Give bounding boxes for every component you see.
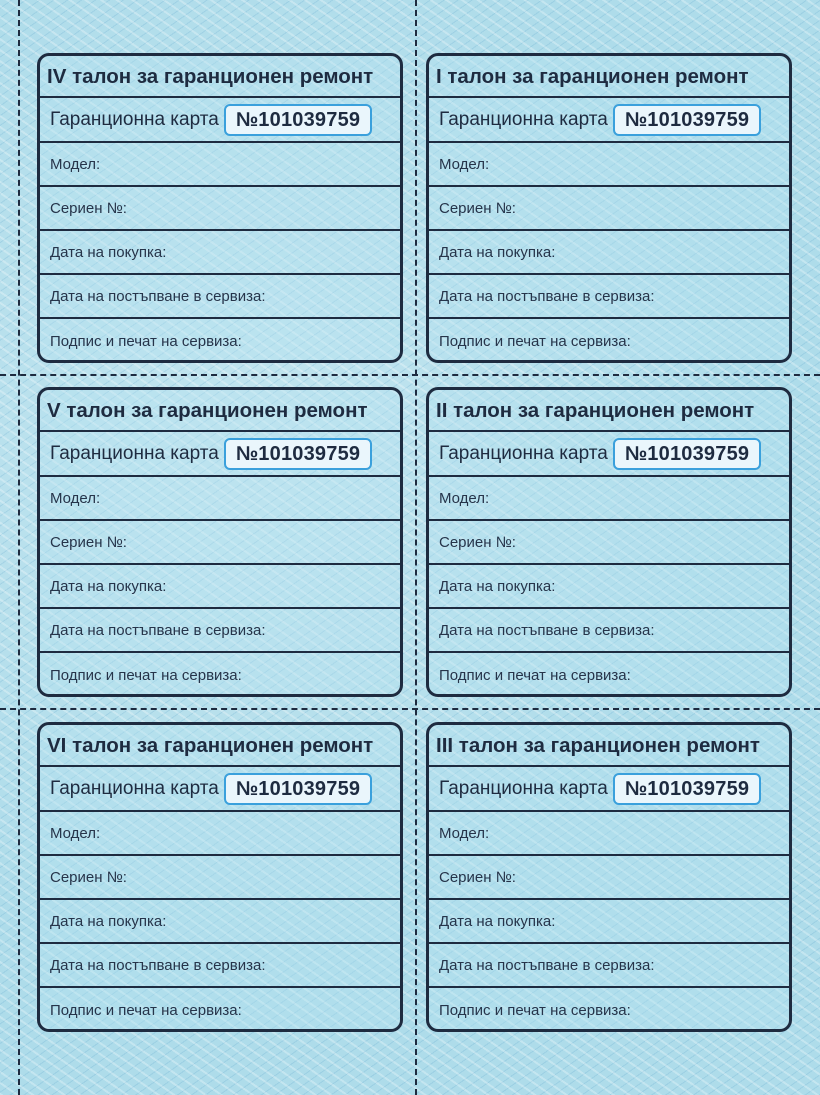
cut-line-horizontal-1 (0, 374, 820, 376)
warranty-card-label: Гаранционна карта (439, 442, 608, 464)
warranty-card-label: Гаранционна карта (50, 442, 219, 464)
serial-number-badge: №101039759 (613, 773, 761, 805)
warranty-card-row (40, 432, 400, 477)
warranty-card-label: Гаранционна карта (50, 108, 219, 130)
field-serial: Сериен №: (40, 521, 400, 565)
field-model: Модел: (429, 143, 789, 187)
field-purchase-date: Дата на покупка: (40, 565, 400, 609)
field-serial: Сериен №: (40, 187, 400, 231)
coupon-title: III талон за гаранционен ремонт (429, 725, 789, 767)
serial-number-badge: №101039759 (224, 773, 372, 805)
warranty-card-row (429, 98, 789, 143)
field-service-date: Дата на постъпване в сервиза: (429, 609, 789, 653)
field-signature-stamp: Подпис и печат на сервиза: (439, 666, 631, 684)
field-service-date: Дата на постъпване в сервиза: (40, 609, 400, 653)
field-signature-stamp: Подпис и печат на сервиза: (50, 1001, 242, 1019)
field-serial: Сериен №: (429, 856, 789, 900)
field-model: Модел: (429, 812, 789, 856)
warranty-coupon-iv (37, 53, 403, 363)
coupon-title: IV талон за гаранционен ремонт (40, 56, 400, 98)
cut-line-left (18, 0, 20, 1095)
field-service-date: Дата на постъпване в сервиза: (429, 275, 789, 319)
warranty-coupon-ii (426, 387, 792, 697)
coupon-title: V талон за гаранционен ремонт (40, 390, 400, 432)
field-model: Модел: (40, 812, 400, 856)
field-serial: Сериен №: (40, 856, 400, 900)
warranty-card-label: Гаранционна карта (439, 777, 608, 799)
warranty-card-label: Гаранционна карта (439, 108, 608, 130)
field-purchase-date: Дата на покупка: (429, 231, 789, 275)
field-purchase-date: Дата на покупка: (40, 231, 400, 275)
warranty-coupon-v (37, 387, 403, 697)
serial-number-badge: №101039759 (613, 438, 761, 470)
field-service-date: Дата на постъпване в сервиза: (40, 275, 400, 319)
warranty-card-row (429, 767, 789, 812)
cut-line-horizontal-2 (0, 708, 820, 710)
warranty-coupon-i (426, 53, 792, 363)
serial-number-badge: №101039759 (224, 438, 372, 470)
field-signature-stamp: Подпис и печат на сервиза: (439, 332, 631, 350)
warranty-card-row (40, 767, 400, 812)
warranty-coupon-iii (426, 722, 792, 1032)
field-signature-stamp: Подпис и печат на сервиза: (50, 666, 242, 684)
field-serial: Сериен №: (429, 521, 789, 565)
field-purchase-date: Дата на покупка: (429, 900, 789, 944)
serial-number-badge: №101039759 (224, 104, 372, 136)
field-model: Модел: (40, 143, 400, 187)
field-model: Модел: (429, 477, 789, 521)
field-service-date: Дата на постъпване в сервиза: (40, 944, 400, 988)
field-signature-stamp: Подпис и печат на сервиза: (50, 332, 242, 350)
warranty-coupon-vi (37, 722, 403, 1032)
warranty-card-label: Гаранционна карта (50, 777, 219, 799)
field-purchase-date: Дата на покупка: (40, 900, 400, 944)
coupon-title: II талон за гаранционен ремонт (429, 390, 789, 432)
field-serial: Сериен №: (429, 187, 789, 231)
field-model: Модел: (40, 477, 400, 521)
field-service-date: Дата на постъпване в сервиза: (429, 944, 789, 988)
warranty-card-row (40, 98, 400, 143)
warranty-card-row (429, 432, 789, 477)
field-purchase-date: Дата на покупка: (429, 565, 789, 609)
coupon-title: VI талон за гаранционен ремонт (40, 725, 400, 767)
serial-number-badge: №101039759 (613, 104, 761, 136)
cut-line-vertical (415, 0, 417, 1095)
field-signature-stamp: Подпис и печат на сервиза: (439, 1001, 631, 1019)
coupon-title: I талон за гаранционен ремонт (429, 56, 789, 98)
